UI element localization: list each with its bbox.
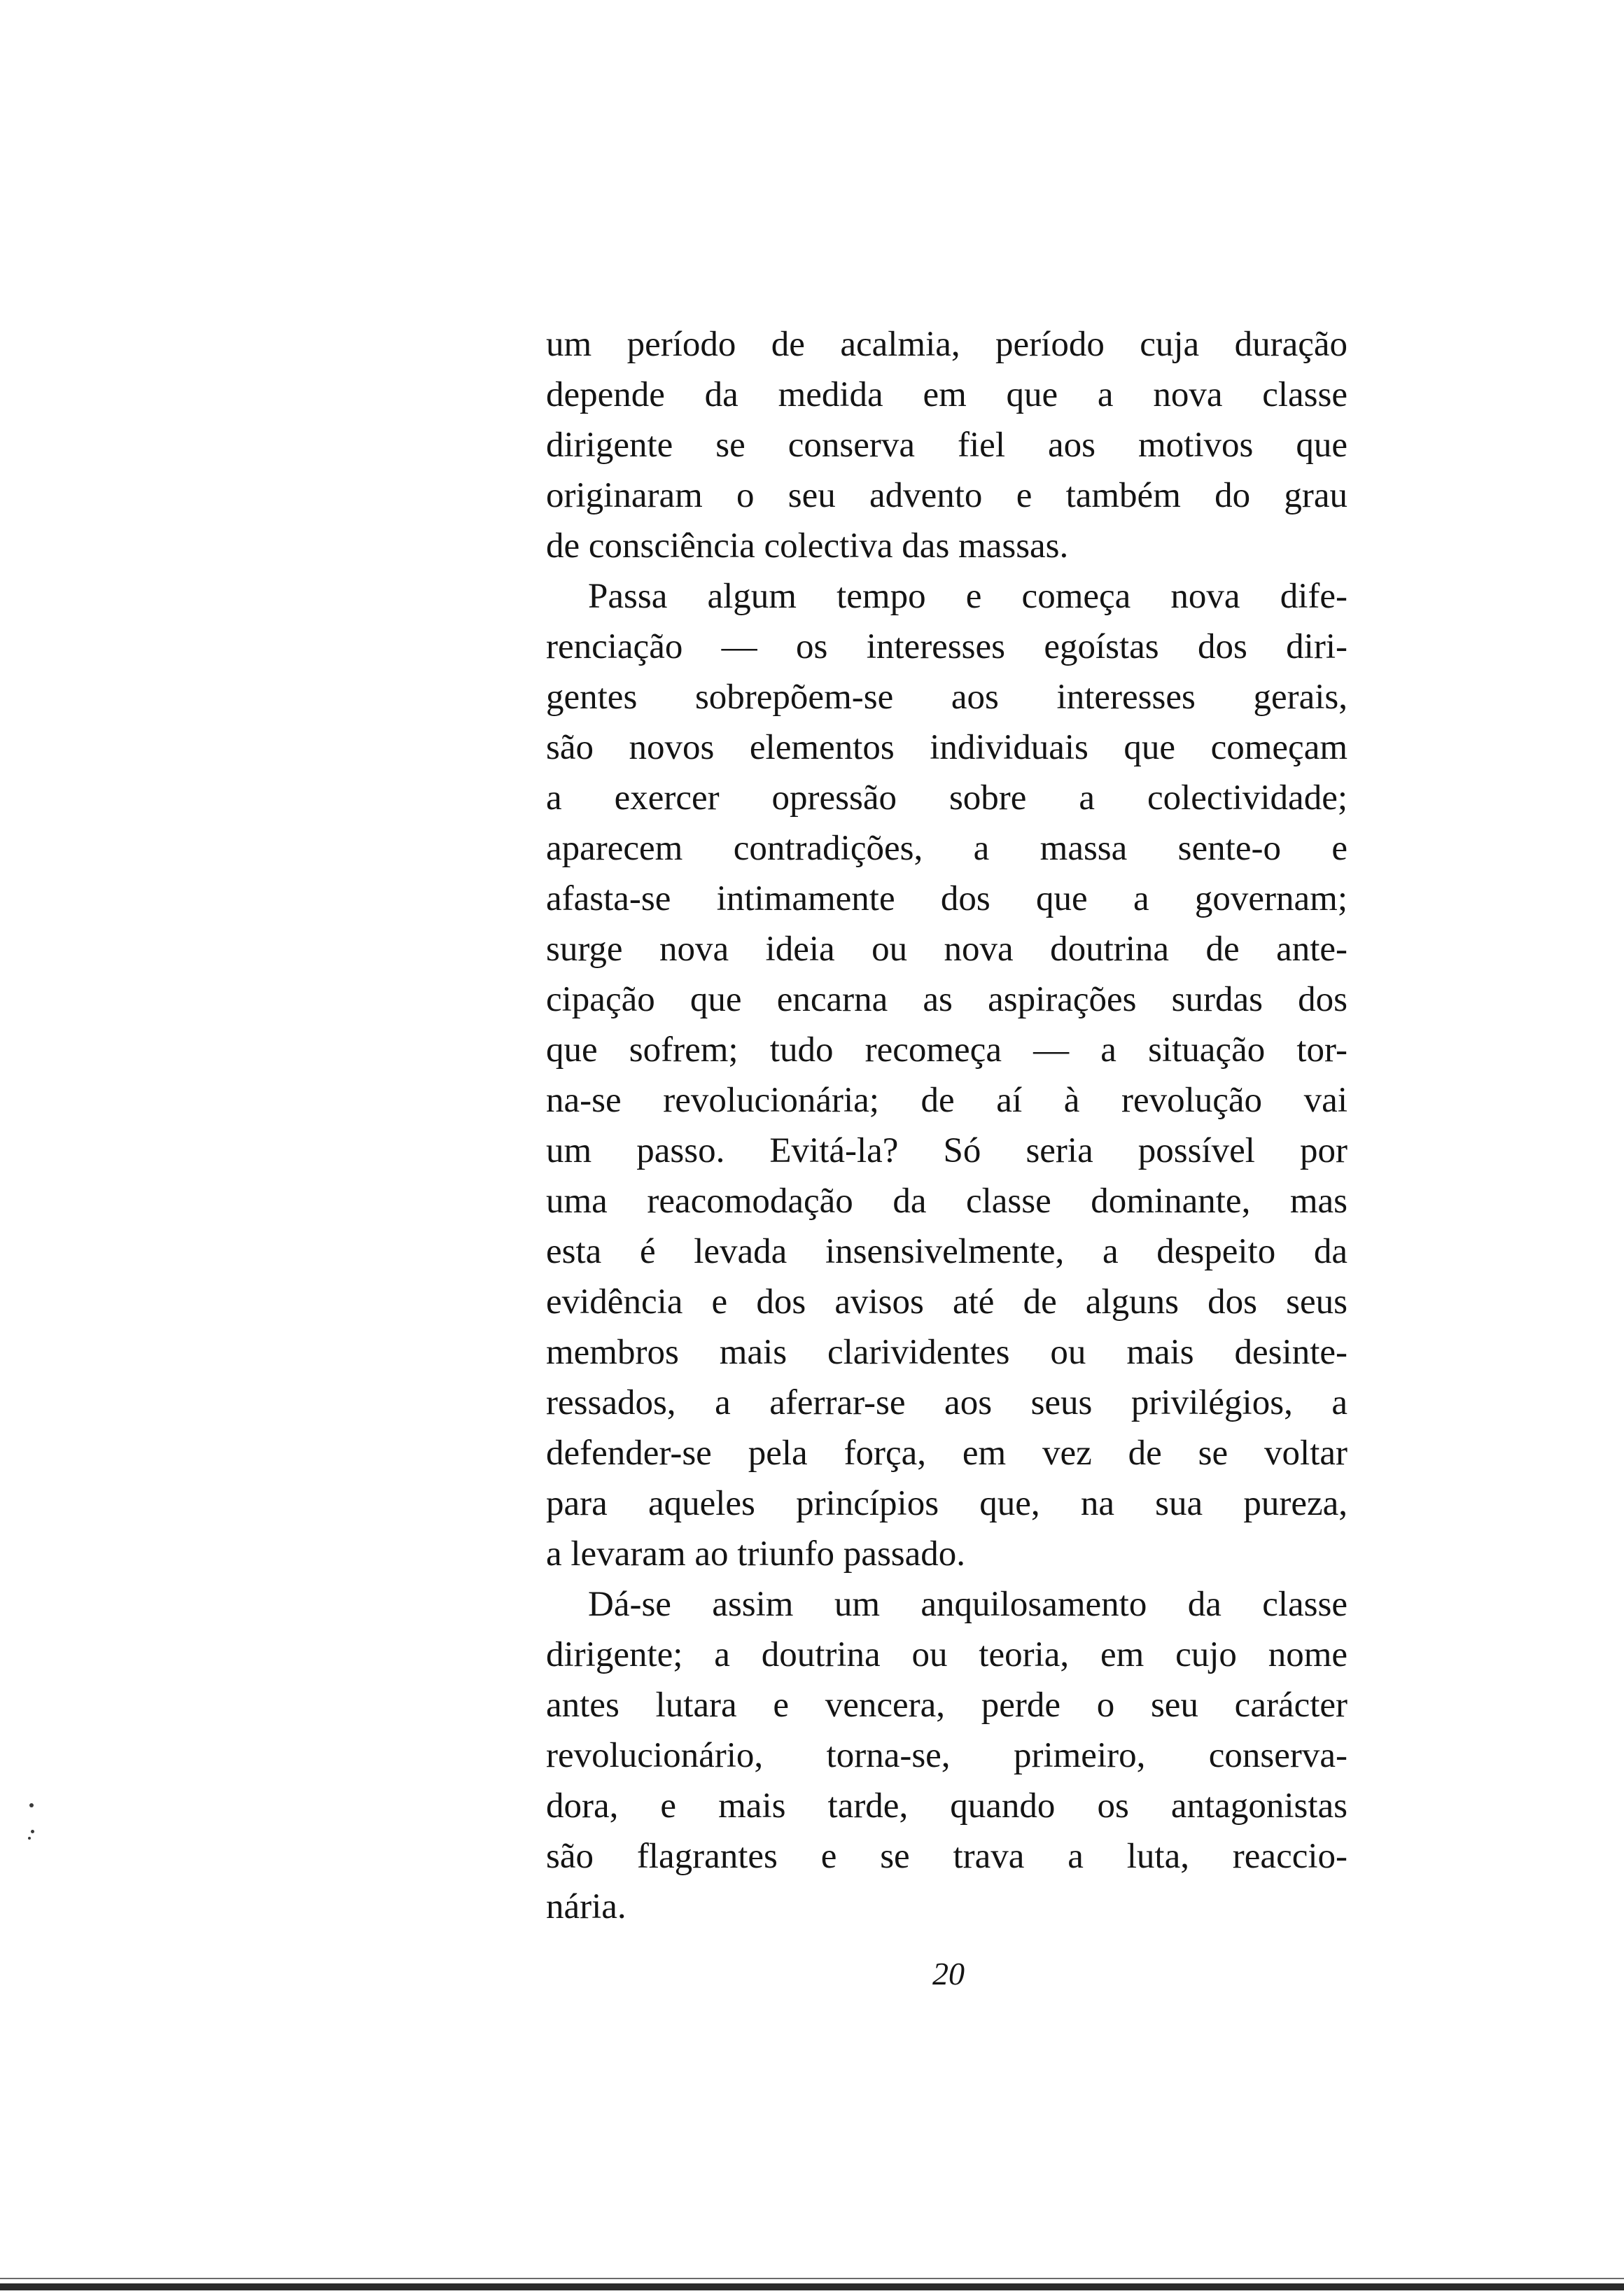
text-line: um passo. Evitá-la? Só seria possível por xyxy=(546,1131,1348,1170)
text-line: esta é levada insensivelmente, a despeito da xyxy=(546,1232,1348,1271)
text-line: originaram o seu advento e também do grau xyxy=(546,476,1348,515)
paragraph xyxy=(546,319,1348,571)
text-line: membros mais clarividentes ou mais desinte- xyxy=(546,1333,1348,1372)
scan-speck xyxy=(28,1837,31,1840)
text-line: aparecem contradições, a massa sente-o e xyxy=(546,829,1348,868)
text-line: antes lutara e vencera, perde o seu carácter xyxy=(546,1686,1348,1725)
scan-speck xyxy=(31,1830,34,1833)
text-line: dirigente se conserva fiel aos motivos que xyxy=(546,426,1348,465)
scan-speck xyxy=(29,1803,34,1807)
text-line: são novos elementos individuais que começam xyxy=(546,728,1348,767)
text-line: a levaram ao triunfo passado. xyxy=(546,1534,966,1574)
text-line: ressados, a aferrar-se aos seus privilégios, a xyxy=(546,1383,1348,1422)
bottom-rule-thin xyxy=(0,2278,1624,2279)
text-line: a exercer opressão sobre a colectividade; xyxy=(546,778,1348,818)
text-line: um período de acalmia, período cuja duração xyxy=(546,325,1348,364)
text-line: afasta-se intimamente dos que a governam; xyxy=(546,879,1348,918)
text-line: depende da medida em que a nova classe xyxy=(546,375,1348,414)
text-line: cipação que encarna as aspirações surdas dos xyxy=(546,980,1348,1019)
text-line: para aqueles princípios que, na sua pureza, xyxy=(546,1484,1348,1523)
paragraph xyxy=(546,1579,1348,1932)
text-line: que sofrem; tudo recomeça — a situação tor- xyxy=(546,1030,1348,1070)
text-line: dora, e mais tarde, quando os antagonistas xyxy=(546,1786,1348,1826)
text-line: renciação — os interesses egoístas dos diri- xyxy=(546,627,1348,666)
text-line: na-se revolucionária; de aí à revolução vai xyxy=(546,1081,1348,1120)
text-line: nária. xyxy=(546,1887,626,1926)
paragraph xyxy=(546,571,1348,1579)
text-line: evidência e dos avisos até de alguns dos seus xyxy=(546,1282,1348,1322)
text-line: dirigente; a doutrina ou teoria, em cujo nome xyxy=(546,1635,1348,1674)
body-text xyxy=(546,319,1348,1932)
text-line: Passa algum tempo e começa nova dife- xyxy=(588,577,1348,616)
text-line: revolucionário, torna-se, primeiro, conserva- xyxy=(546,1736,1348,1775)
text-line: de consciência colectiva das massas. xyxy=(546,526,1069,566)
text-line: gentes sobrepõem-se aos interesses gerais, xyxy=(546,678,1348,717)
text-line: são flagrantes e se trava a luta, reaccio- xyxy=(546,1837,1348,1876)
text-line: Dá-se assim um anquilosamento da classe xyxy=(588,1585,1348,1624)
bottom-rule xyxy=(0,2283,1624,2290)
text-line: surge nova ideia ou nova doutrina de ante- xyxy=(546,930,1348,969)
text-line: uma reacomodação da classe dominante, mas xyxy=(546,1182,1348,1221)
page-number: 20 xyxy=(932,1956,965,1991)
text-line: defender-se pela força, em vez de se voltar xyxy=(546,1434,1348,1473)
